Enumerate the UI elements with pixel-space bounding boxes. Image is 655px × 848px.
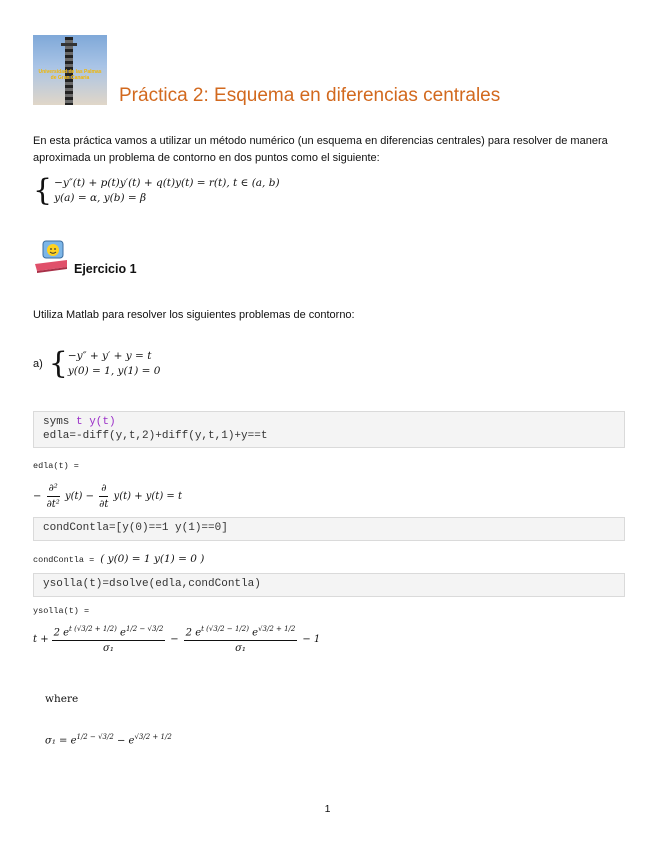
output-condcont [33,552,204,567]
output-label-condcont: condContla = [33,554,95,565]
sigma-definition: $\sigma_1 = e^{1/2 - √3/2} - e^{√3/2 + 1/2}$ [45,733,172,747]
code-block-condcont[interactable]: condContla=[y(0)==1 y(1)==0] [33,517,625,541]
bvp-conditions: y(a) = α, y(b) = β [54,192,147,204]
left-brace: { [33,173,53,208]
code-block-dsolve[interactable]: ysolla(t)=dsolve(edla,condContla) [33,573,625,597]
part-a-conditions: y(0) = 1, y(1) = 0 [67,365,161,377]
instructions-text: Utiliza Matlab para resolver los siguientes problemas de contorno: [33,309,355,321]
output-label-edla: edla(t) = [33,461,79,471]
university-logo [33,35,107,105]
page-title: Práctica 2: Esquema en diferencias centrales [119,85,501,106]
code-block-syms[interactable]: syms t y(t) edla=-diff(y,t,2)+diff(y,t,1)+y==t [33,411,625,448]
part-a-label: a) [33,358,43,370]
bvp-equation: −y″(t) + p(t)y′(t) + q(t)y(t) = r(t), t ∈ (a, b) [54,177,280,189]
where-text: where [45,693,79,705]
left-brace: { [48,346,68,381]
bvp-system [33,173,280,208]
output-condcont-expression: ( y(0) = 1 y(1) = 0 ) [100,553,205,565]
part-a-equation: −y″ + y′ + y = t [67,350,152,362]
smiley-computer-icon [33,240,69,274]
exercise-title: Ejercicio 1 [74,262,137,276]
page-number: 1 [324,803,331,815]
part-a-problem [33,346,161,381]
output-ysolla-expression: t + $\frac{2 e^{t (√3/2 + 1/2)} e^{1/2 - √3/2}}{\text{σ₁}}$ − $\frac{2 e^{t (√3/2 - 1/2)} e^{√3/2 + 1/2}}{\text{σ₁}}$ − 1 [33,622,320,656]
intro-paragraph: En esta práctica vamos a utilizar un método numérico (un esquema en diferencias centrales) para resolver de manera aproximada un problema de contorno en dos puntos como el siguiente: [33,135,608,164]
logo-caption: Universidad de las Palmas de Gran Canaria [38,69,102,81]
output-label-ysolla: ysolla(t) = [33,606,90,616]
output-edla-expression: − $\frac{\text{∂²}}{\text{∂t²}}$ y(t) − $\frac{\partial}{\partial t}$ y(t) + y(t) = t [33,483,182,510]
